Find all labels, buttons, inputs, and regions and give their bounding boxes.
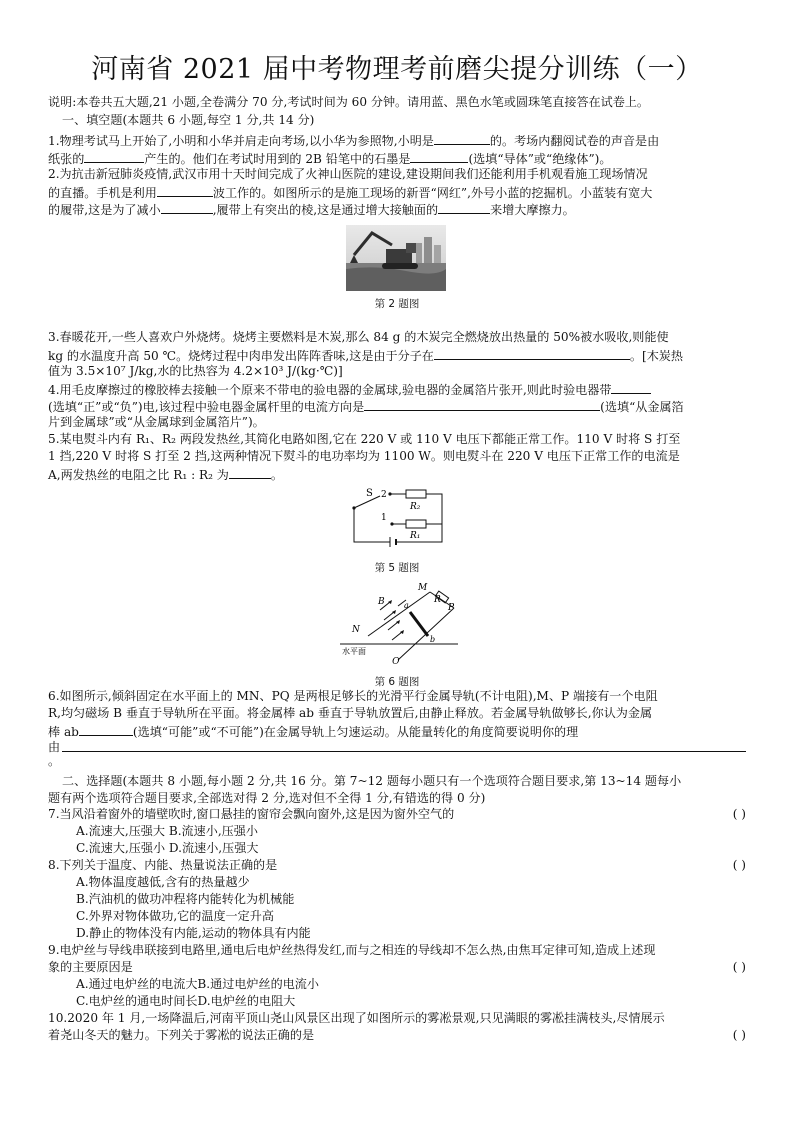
answer-blank[interactable] [438,200,490,214]
question-6-line-3: 棒 ab (选填“可能”或“不可能”)在金属导轨上匀速运动。从能量转化的角度简要说明你的理 [48,722,748,742]
question-2-line-2: 的直播。手机是利用 波工作的。如图所示的是施工现场的新晋“网红”,外号小蓝的挖掘机。小蓝装有宽大 [48,183,748,203]
question-9-line-2: 象的主要原因是 [48,960,133,974]
question-5-line-3: A,两发热丝的电阻之比 R₁ : R₂ 为 。 [48,465,748,485]
answer-blank[interactable] [79,722,133,736]
question-6-end: 。 [48,754,61,768]
section-2-heading: 二、选择题(本题共 8 小题,每小题 2 分,共 16 分。第 7~12 题每小题只有一个选项符合题目要求,第 13~14 题每小 [62,774,682,788]
terminal-2-label: 2 [381,490,387,500]
question-10-line-2: 着尧山冬天的魅力。下列关于雾凇的说法正确的是 [48,1028,315,1042]
question-7-stem: 7.当风沿着窗外的墙壁吹时,窗口悬挂的窗帘会飘向窗外,这是因为窗外空气的 [48,807,455,821]
question-5-line-2: 1 挡,220 V 时将 S 打至 2 挡,这两种情况下熨斗的电功率均为 1100 W。则电熨斗在 220 V 电压下正常工作的电流是 [48,449,680,463]
question-8-option-c: C.外界对物体做功,它的温度一定升高 [76,909,274,923]
circuit-diagram [340,484,456,550]
figure-5-caption: 第 5 题图 [374,562,420,574]
page-title: 河南省 2021 届中考物理考前磨尖提分训练（一） [91,54,703,85]
section-2-heading-cont: 题有两个选项符合题目要求,全部选对得 2 分,选对但不全得 1 分,有错选的得 0 分) [48,791,486,805]
terminal-1-label: 1 [381,513,387,523]
question-8-option-a: A.物体温度越低,含有的热量越少 [76,875,250,889]
r1-label: R₁ [410,531,421,541]
figure-6-caption: 第 6 题图 [374,676,420,688]
question-4-line-3: 片到金属球”或“从金属球到金属箔片”)。 [48,415,265,429]
question-9-line-1: 9.电炉丝与导线串联接到电路里,通电后电炉丝热得发红,而与之相连的导线却不怎么热,由焦耳定律可知,造成上述现 [48,943,656,957]
answer-blank[interactable] [434,131,490,145]
question-3-line-2: kg 的水温度升高 50 ℃。烧烤过程中肉串发出阵阵香味,这是由于分子在 。[木炭热 [48,346,748,366]
label-p: P [448,603,455,613]
answer-blank[interactable] [364,397,600,411]
question-1-line-1: 1.物理考试马上开始了,小明和小华并肩走向考场,以小华为参照物,小明是 的。考场内翻阅试卷的声音是由 [48,131,748,151]
question-9-options-cd: C.电炉丝的通电时间长D.电炉丝的电阻大 [76,994,296,1008]
question-6-line-1: 6.如图所示,倾斜固定在水平面上的 MN、PQ 是两根足够长的光滑平行金属导轨(不计电阻),M、P 端接有一个电阻 [48,689,658,703]
label-m: M [418,583,428,593]
answer-paren[interactable]: ( ) [732,858,746,872]
answer-blank[interactable] [229,465,271,479]
r2-label: R₂ [410,502,421,512]
question-1-line-2: 纸张的 产生的。他们在考试时用到的 2B 铅笔中的石墨是 (选填“导体”或“绝缘体”)。 [48,149,748,169]
answer-paren[interactable]: ( ) [732,960,746,974]
question-6-line-4: 由 [48,740,61,754]
answer-blank[interactable] [157,183,213,197]
question-4-line-1: 4.用毛皮摩擦过的橡胶棒去接触一个原来不带电的验电器的金属球,验电器的金属箔片张开,则此时验电器带 [48,380,748,400]
label-b-field: B [378,597,385,607]
inclined-rails-diagram [338,580,462,664]
answer-blank[interactable] [161,200,213,214]
question-2-line-1: 2.为抗击新冠肺炎疫情,武汉市用十天时间完成了火神山医院的建设,建设期间我们还能利用手机观看施工现场情况 [48,167,648,181]
excavator-photo [346,225,446,291]
question-3-line-1: 3.春暖花开,一些人喜欢户外烧烤。烧烤主要燃料是木炭,那么 84 g 的木炭完全燃烧放出热量的 50%被水吸收,则能使 [48,330,669,344]
figure-2-caption: 第 2 题图 [374,298,420,310]
question-8-stem: 8.下列关于温度、内能、热量说法正确的是 [48,858,278,872]
section-1-heading: 一、填空题(本题共 6 小题,每空 1 分,共 14 分) [62,113,315,127]
question-6-line-2: R,均匀磁场 B 垂直于导轨所在平面。将金属棒 ab 垂直于导轨放置后,由静止释放。若金属导轨做够长,你认为金属 [48,706,653,720]
answer-blank[interactable] [410,149,468,163]
question-7-options-cd: C.流速大,压强小 D.流速小,压强大 [76,841,259,855]
answer-blank[interactable] [84,149,144,163]
answer-line[interactable] [62,751,746,752]
question-3-line-3: 值为 3.5×10⁷ J/kg,水的比热容为 4.2×10³ J/(kg·℃)] [48,364,343,378]
question-10-line-1: 10.2020 年 1 月,一场降温后,河南平顶山尧山风景区出现了如图所示的雾凇景观,只见满眼的雾凇挂满枝头,尽情展示 [48,1011,665,1025]
label-n: N [352,625,360,635]
question-9-options-ab: A.通过电炉丝的电流大B.通过电炉丝的电流小 [76,977,319,991]
question-8-option-b: B.汽油机的做功冲程将内能转化为机械能 [76,892,295,906]
label-r: R [434,595,441,605]
label-b-rod: b [430,635,436,644]
label-a: a [404,601,409,610]
question-8-option-d: D.静止的物体没有内能,运动的物体具有内能 [76,926,311,940]
question-5-line-1: 5.某电熨斗内有 R₁、R₂ 两段发热丝,其简化电路如图,它在 220 V 或 110 V 电压下都能正常工作。110 V 时将 S 打至 [48,432,681,446]
answer-blank[interactable] [611,380,651,394]
answer-blank[interactable] [434,346,630,360]
answer-paren[interactable]: ( ) [732,807,746,821]
switch-label: S [366,488,373,499]
exam-note: 说明:本卷共五大题,21 小题,全卷满分 70 分,考试时间为 60 分钟。请用蓝、黑色水笔或圆珠笔直接答在试卷上。 [48,95,650,109]
question-2-line-3: 的履带,这是为了减小 ,履带上有突出的棱,这是通过增大接触面的 来增大摩擦力。 [48,200,748,220]
answer-paren[interactable]: ( ) [732,1028,746,1042]
question-7-options-ab: A.流速大,压强大 B.流速小,压强小 [76,824,258,838]
label-q: Q [392,657,400,664]
question-4-line-2: (选填“正”或“负”)电,该过程中验电器金属杆里的电流方向是 (选填“从金属箔 [48,397,748,417]
label-horizontal-plane: 水平面 [342,647,366,656]
